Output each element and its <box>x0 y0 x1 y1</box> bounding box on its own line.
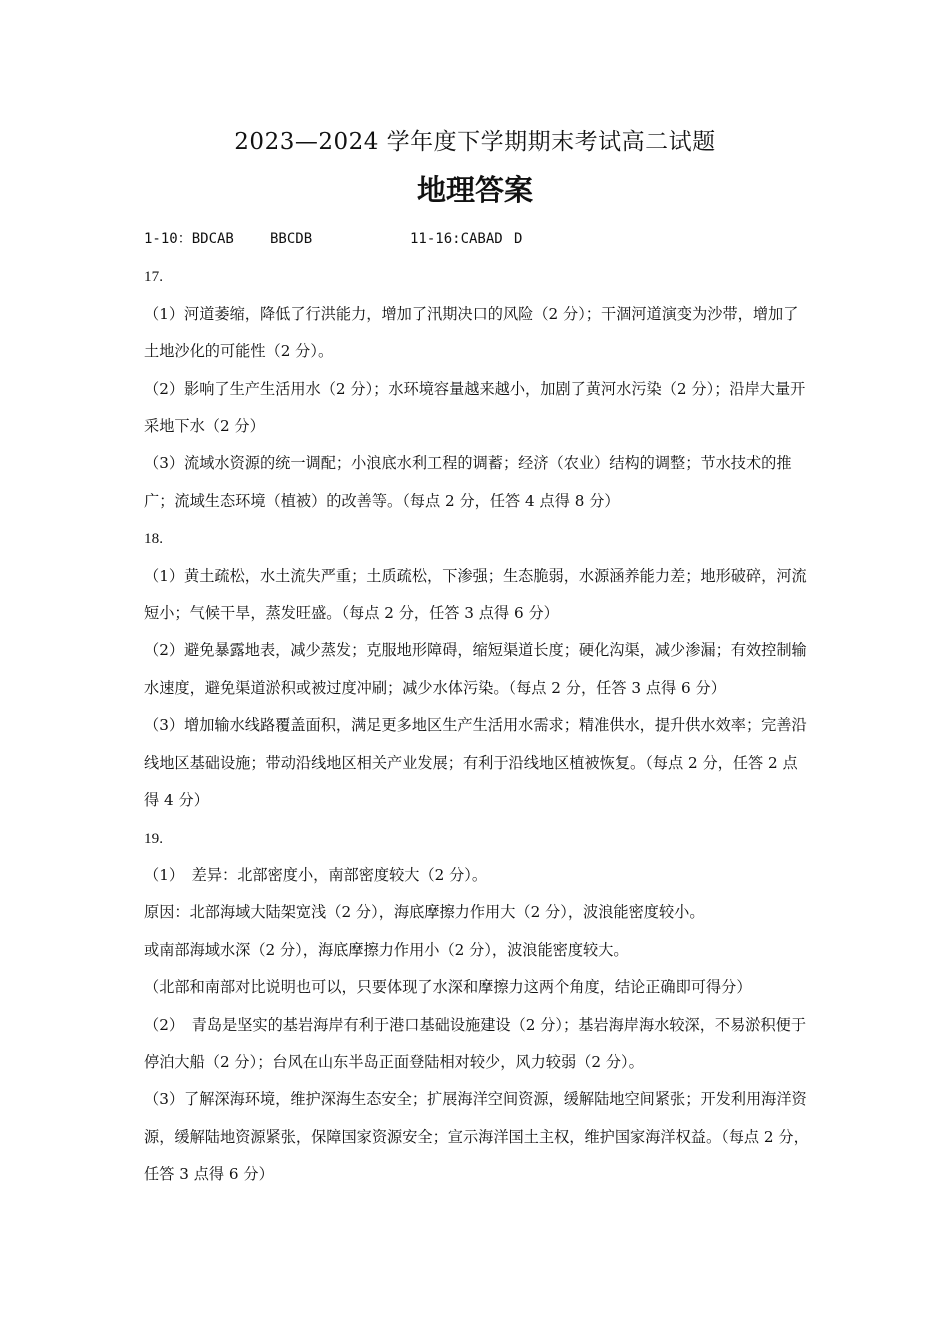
question-19-part-1: （1） 差异：北部密度小，南部密度较大（2 分）。 <box>144 865 488 884</box>
question-19-part-1-alternative: 或南部海域水深（2 分），海底摩擦力作用小（2 分），波浪能密度较大。 <box>144 940 629 959</box>
question-19-part-1-note: （北部和南部对比说明也可以，只要体现了水深和摩擦力这两个角度，结论正确即可得分） <box>144 978 752 997</box>
answers-group-3: 11-16:CABAD <box>410 231 503 247</box>
answer-body <box>144 221 812 1194</box>
question-17-number: 17. <box>144 268 163 286</box>
question-19-number: 19. <box>144 829 163 847</box>
question-17-part-1: （1）河道萎缩，降低了行洪能力，增加了汛期决口的风险（2 分）；干涸河道演变为沙带，增加了土地沙化的可能性（2 分）。 <box>144 304 799 361</box>
answers-group-2: BBCDB <box>270 231 313 247</box>
question-18-part-2: （2）避免暴露地表，减少蒸发；克服地形障碍，缩短渠道长度；硬化沟渠，减少渗漏；有效控制输水速度，避免渠道淤积或被过度冲刷；减少水体污染。（每点 2 分，任答 3 点得 6 分） <box>144 641 807 697</box>
question-17-part-2: （2）影响了生产生活用水（2 分）；水环境容量越来越小，加剧了黄河水污染（2 分）；沿岸大量开采地下水（2 分） <box>144 379 806 436</box>
objective-answers <box>144 221 812 258</box>
question-18-part-1: （1）黄土疏松，水土流失严重；土质疏松，下渗强；生态脆弱，水源涵养能力差；地形破碎，河流短小；气候干旱，蒸发旺盛。（每点 2 分，任答 3 点得 6 分） <box>144 566 807 623</box>
question-19-part-2: （2） 青岛是坚实的基岩海岸有利于港口基础设施建设（2 分）；基岩海岸海水较深，不易淤积便于停泊大船（2 分）；台风在山东半岛正面登陆相对较少，风力较弱（2 分）。 <box>144 1015 807 1071</box>
question-18-part-3: （3）增加输水线路覆盖面积，满足更多地区生产生活用水需求；精准供水，提升供水效率；完善沿线地区基础设施；带动沿线地区相关产业发展；有利于沿线地区植被恢复。（每点 2 分，任答 2 点得 4 分） <box>144 716 807 810</box>
question-17-part-3: （3）流域水资源的统一调配；小浪底水利工程的调蓄；经济（农业）结构的调整；节水技术的推广；流域生态环境（植被）的改善等。（每点 2 分，任答 4 点得 8 分） <box>144 454 792 510</box>
question-18-number: 18. <box>144 530 163 548</box>
document-subtitle: 地理答案 <box>416 173 533 207</box>
answers-group-4: D <box>514 231 523 247</box>
document-title: 2023—2024 学年度下学期期末考试高二试题 <box>234 129 716 155</box>
answers-group-1: 1-10：BDCAB <box>144 231 234 247</box>
question-19-part-1-reason: 原因：北部海域大陆架宽浅（2 分），海底摩擦力作用大（2 分），波浪能密度较小。 <box>144 903 705 922</box>
question-19-part-3: （3）了解深海环境，维护深海生态安全；扩展海洋空间资源，缓解陆地空间紧张；开发利用海洋资源，缓解陆地资源紧张，保障国家资源安全；宣示海洋国土主权，维护国家海洋权益。（每点 2 分，任答 3 点得 6 分） <box>144 1090 809 1184</box>
